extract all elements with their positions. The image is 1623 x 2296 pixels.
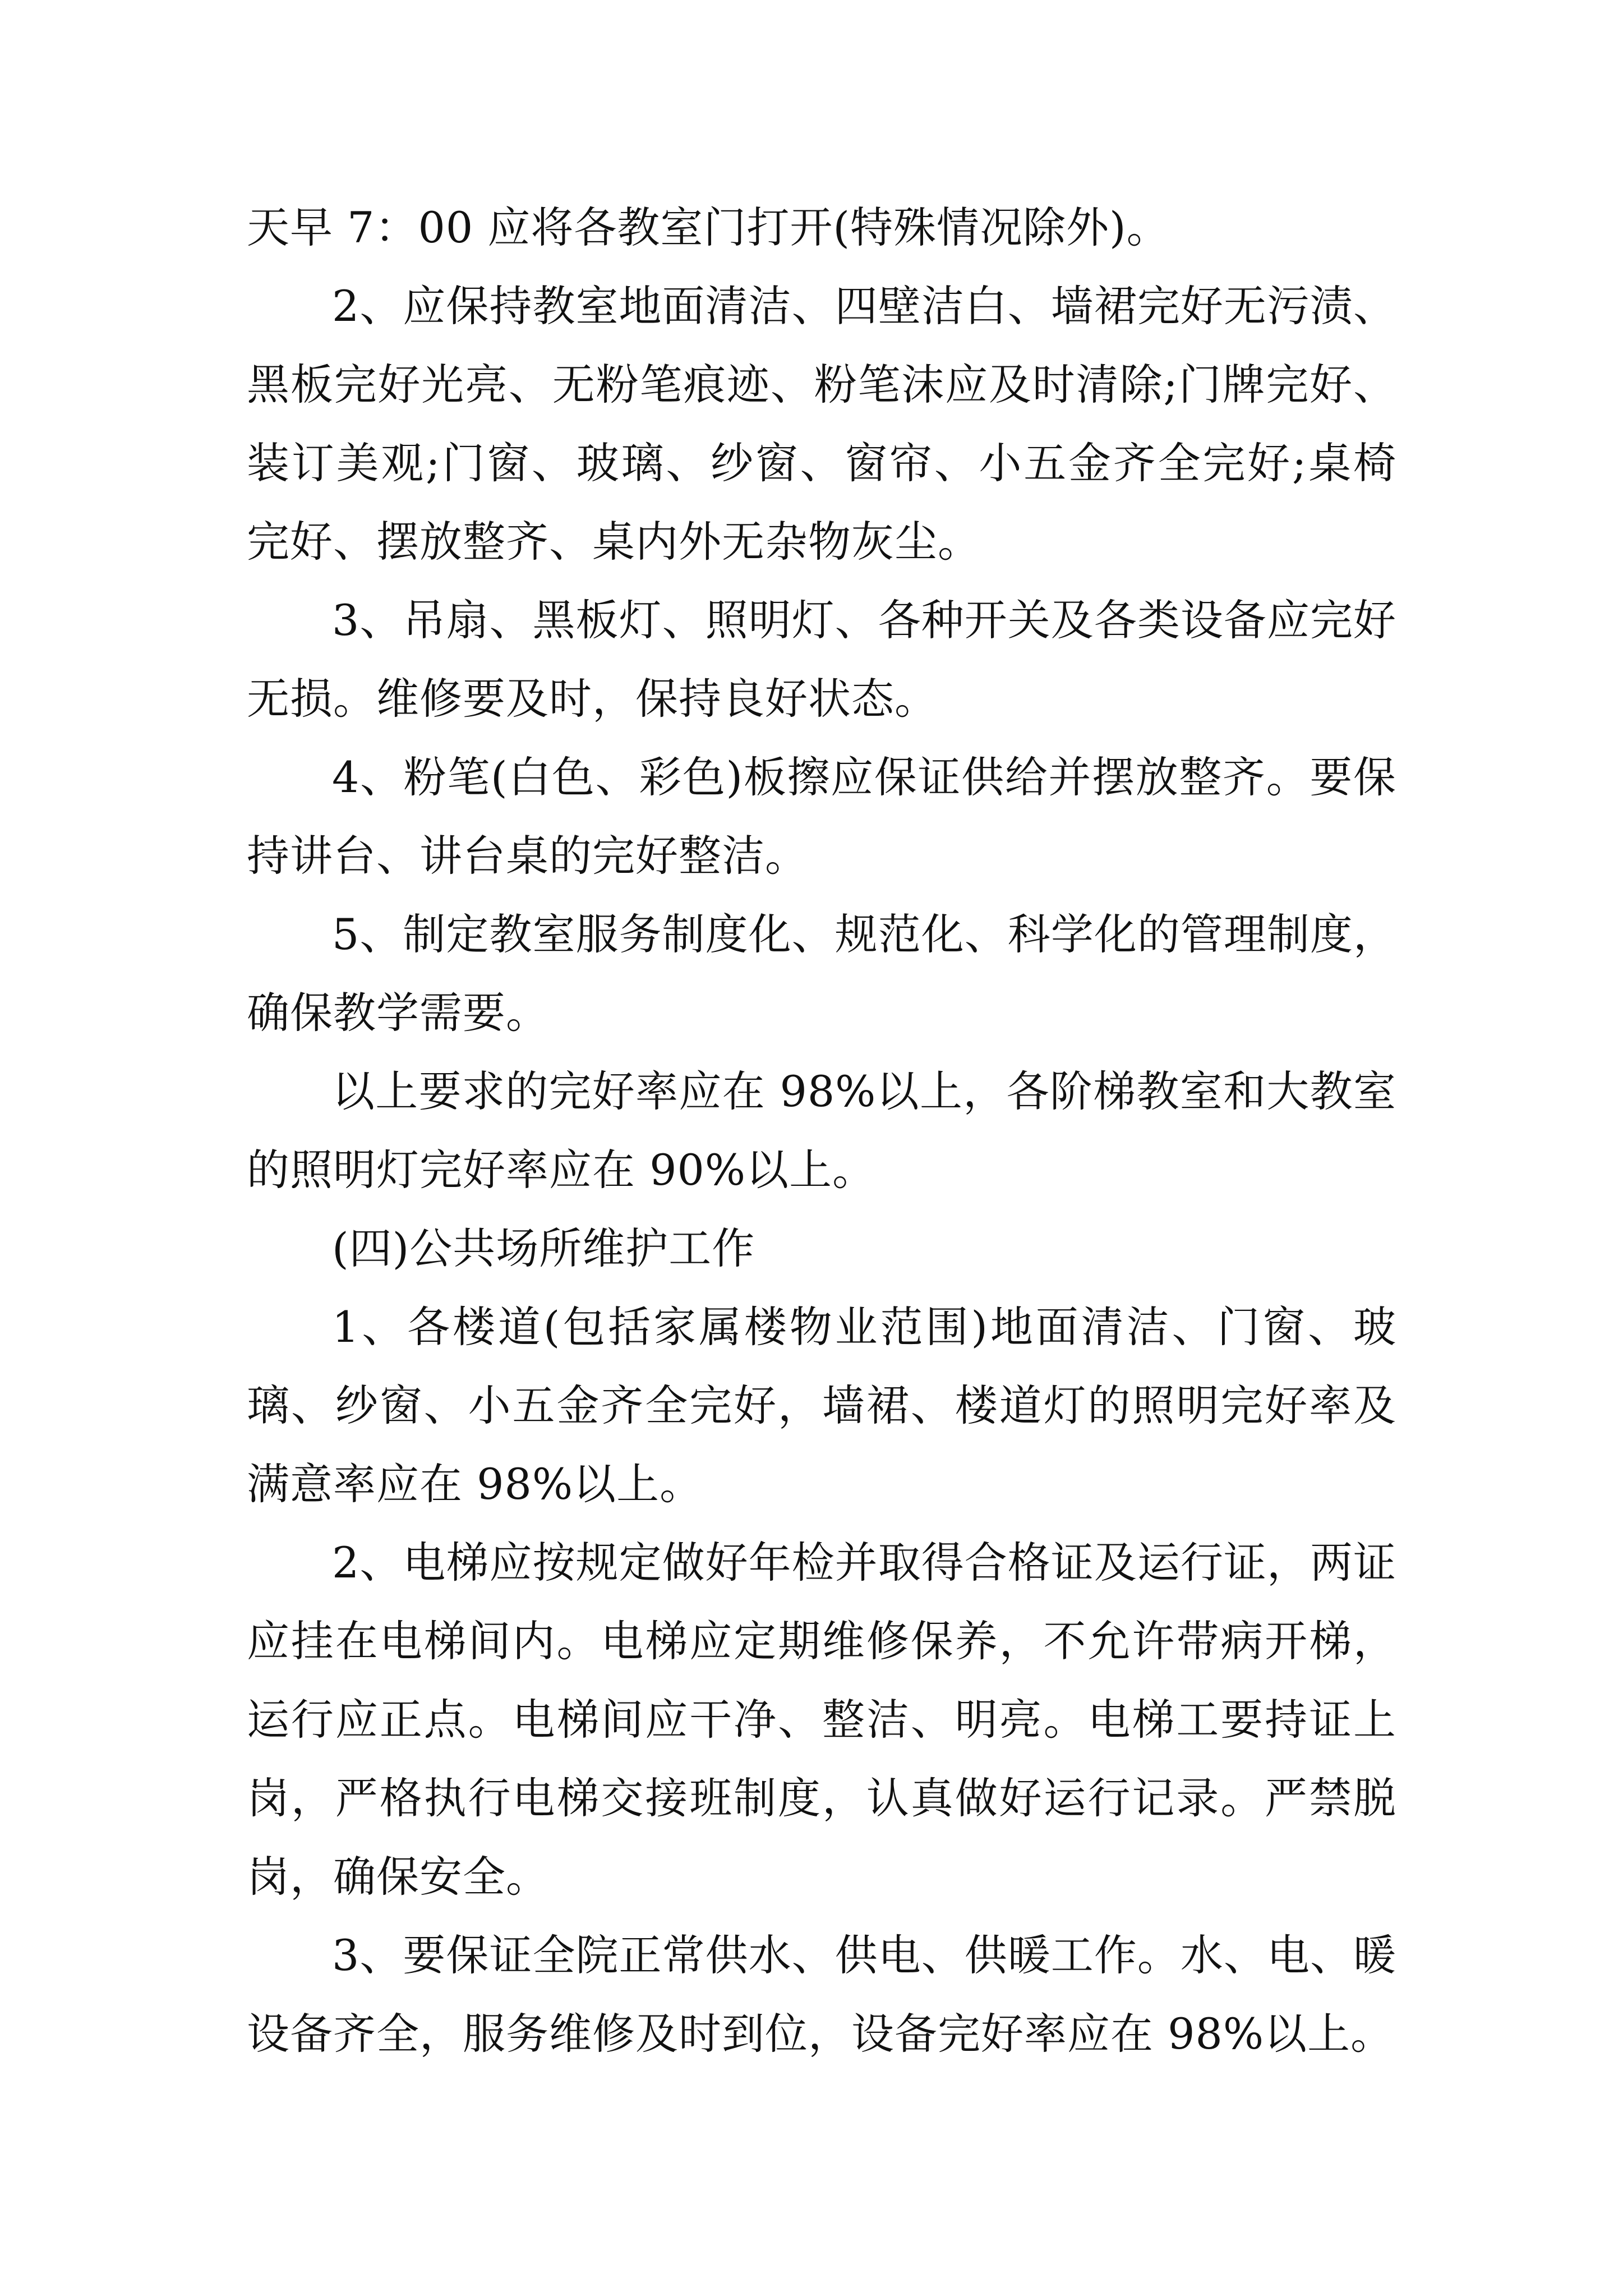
document-body [247, 188, 1396, 2073]
paragraph-item-3: 3、吊扇、黑板灯、照明灯、各种开关及各类设备应完好无损。维修要及时，保持良好状态。 [247, 595, 1396, 724]
section-heading: (四)公共场所维护工作 [332, 1223, 755, 1273]
paragraph-item-2: 2、应保持教室地面清洁、四壁洁白、墙裙完好无污渍、黑板完好光亮、无粉笔痕迹、粉笔沫应及时清除;门牌完好、装订美观;门窗、玻璃、纱窗、窗帘、小五金齐全完好;桌椅完好、摆放整齐、桌内外无杂物灰尘。 [247, 281, 1396, 567]
paragraph-item-4: 4、粉笔(白色、彩色)板擦应保证供给并摆放整齐。要保持讲台、讲台桌的完好整洁。 [247, 752, 1396, 881]
paragraph-public-item-2: 2、电梯应按规定做好年检并取得合格证及运行证，两证应挂在电梯间内。电梯应定期维修保养，不允许带病开梯，运行应正点。电梯间应干净、整洁、明亮。电梯工要持证上岗，严格执行电梯交接班制度，认真做好运行记录。严禁脱岗，确保安全。 [247, 1538, 1396, 1902]
paragraph-continuation: 天早 7：00 应将各教室门打开(特殊情况除外)。 [247, 203, 1170, 252]
paragraph-item-5: 5、制定教室服务制度化、规范化、科学化的管理制度，确保教学需要。 [247, 909, 1396, 1038]
paragraph-public-item-1: 1、各楼道(包括家属楼物业范围)地面清洁、门窗、玻璃、纱窗、小五金齐全完好，墙裙、楼道灯的照明完好率及满意率应在 98%以上。 [247, 1302, 1396, 1509]
paragraph-public-item-3: 3、要保证全院正常供水、供电、供暖工作。水、电、暖设备齐全，服务维修及时到位，设备完好率应在 98%以上。 [247, 1930, 1396, 2059]
paragraph-summary: 以上要求的完好率应在 98%以上，各阶梯教室和大教室的照明灯完好率应在 90%以上。 [247, 1066, 1396, 1195]
